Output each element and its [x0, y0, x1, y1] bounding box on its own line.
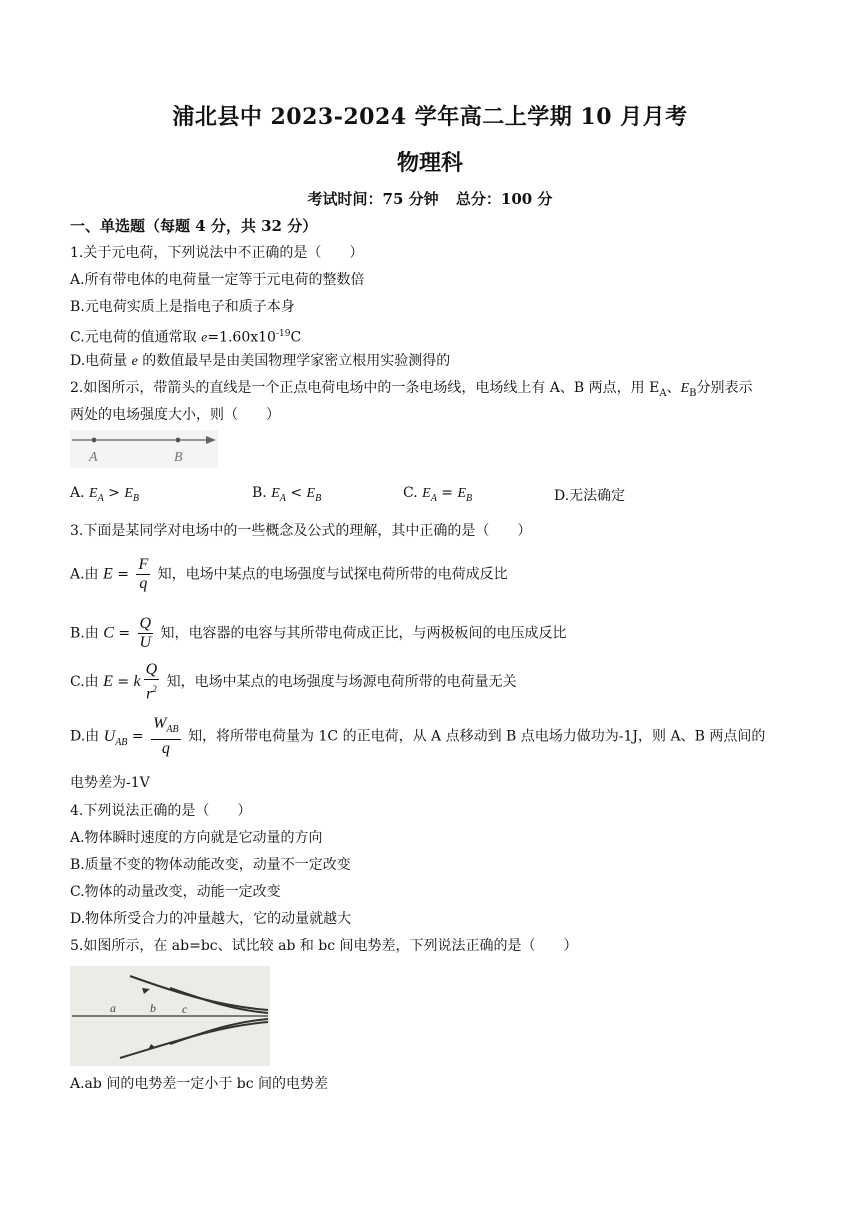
- q3-option-d-cont: 电势差为-1V: [70, 775, 150, 791]
- q1-d-var: e: [131, 354, 138, 369]
- q4-option-c: C.物体的动量改变，动能一定改变: [70, 884, 281, 900]
- exam-score: 总分：100 分: [455, 190, 553, 208]
- exam-time: 考试时间：75 分钟: [307, 190, 439, 208]
- point-a-label: A: [89, 450, 98, 465]
- q1-option-d: [70, 351, 450, 372]
- q3-stem: 3.下面是某同学对电场中的一些概念及公式的理解，其中正确的是（ ）: [70, 523, 532, 539]
- point-b-label: B: [174, 450, 183, 465]
- exam-info: [0, 188, 860, 209]
- q2-option-a: A. $E_A > E_B$: [70, 485, 139, 504]
- q4-option-b: B.质量不变的物体动能改变，动量不一定改变: [70, 857, 351, 873]
- q2-stem-line1: 2.如图所示，带箭头的直线是一个正点电荷电场中的一条电场线，电场线上有 A、B 两点，用 $E_A$、$E_B$分别表示: [70, 380, 753, 399]
- q2-option-b: B. $E_A < E_B$: [252, 485, 322, 504]
- q2-stem-text: 2.如图所示，带箭头的直线是一个正点电荷电场中的一条电场线，电场线上有 A、B 两点，用 E: [70, 380, 660, 396]
- point-b-dot: [176, 438, 181, 443]
- q3-b-text: 知，电容器的电容与其所带电荷成正比，与两极板间的电压成反比: [160, 625, 567, 642]
- point-a-label: a: [110, 1001, 116, 1015]
- formula-q-over-u: $\frac{Q}{U}$: [139, 615, 152, 651]
- q1-c-prefix: C.元电荷的值通常取: [70, 329, 202, 346]
- q1-c-var: e: [201, 330, 208, 346]
- q2-stem-line2: 两处的电场强度大小，则（ ）: [70, 407, 280, 423]
- point-a-dot: [92, 438, 97, 443]
- q2-option-c: C. $E_A = E_B$: [403, 485, 473, 504]
- q2-stem-rest: 分别表示: [696, 380, 753, 396]
- formula-w-over-q: $\frac{W_{AB}}{q}$: [153, 715, 179, 758]
- exam-subject: 物理科: [396, 150, 463, 176]
- q5-stem: 5.如图所示，在 ab=bc、试比较 ab 和 bc 间电势差，下列说法正确的是（ ）: [70, 938, 578, 954]
- q3-a-text: 知，电场中某点的电场强度与试探电荷所带的电荷成反比: [157, 566, 508, 583]
- exam-title: 浦北县中 2023-2024 学年高二上学期 10 月月考: [172, 104, 688, 130]
- q3-d-text: 知，将所带电荷量为 1C 的正电荷，从 A 点移动到 B 点电场力做功为-1J，则 A、B 两点间的: [188, 728, 766, 745]
- formula-f-over-q: $\frac{F}{q}$: [138, 556, 149, 592]
- point-b-label: b: [150, 1001, 156, 1015]
- formula-kq-over-r2: $\frac{Q}{r^2}$: [145, 661, 158, 703]
- q4-stem: 4.下列说法正确的是（ ）: [70, 803, 252, 819]
- q5-option-a: A.ab 间的电势差一定小于 bc 间的电势差: [70, 1076, 329, 1092]
- q3-option-a: A.由 E = $\frac{F}{q}$ 知，电场中某点的电场强度与试探电荷所带的电荷成反比: [70, 556, 508, 592]
- q4-option-a: A.物体瞬时速度的方向就是它动量的方向: [70, 830, 323, 846]
- q4-option-d: D.物体所受合力的冲量越大，它的动量就越大: [70, 911, 352, 927]
- q5-field-lines-figure: [70, 966, 270, 1066]
- q2-option-d: D.无法确定: [554, 488, 626, 504]
- q1-d-suffix: 的数值最早是由美国物理学家密立根用实验测得的: [137, 353, 451, 369]
- q3-option-b: B.由 C = $\frac{Q}{U}$ 知，电容器的电容与其所带电荷成正比，与两极板间的电压成反比: [70, 615, 567, 651]
- q3-option-d: D.由 $U_{AB}$ = $\frac{W_{AB}}{q}$ 知，将所带电荷量为 1C 的正电荷，从 A 点移动到 B 点电场力做功为-1J，则 A、B 两点间的: [70, 715, 766, 758]
- q1-c-value: =1.60x10: [207, 329, 276, 346]
- q1-c-exponent: -19: [275, 329, 291, 339]
- q1-option-a: A.所有带电体的电荷量一定等于元电荷的整数倍: [70, 272, 365, 288]
- q2-field-line-figure: [70, 430, 218, 468]
- q1-stem: 1.关于元电荷，下列说法中不正确的是（ ）: [70, 245, 364, 261]
- q1-c-unit: C: [290, 329, 302, 346]
- q3-c-text: 知，电场中某点的电场强度与场源电荷所带的电荷量无关: [166, 674, 517, 691]
- point-c-label: c: [182, 1002, 188, 1016]
- q1-d-prefix: D.电荷量: [70, 353, 132, 369]
- q1-option-c: [70, 324, 301, 349]
- q1-option-b: B.元电荷实质上是指电子和质子本身: [70, 299, 295, 315]
- q3-option-c: C.由 E = k $\frac{Q}{r^2}$ 知，电场中某点的电场强度与场源电荷所带的电荷量无关: [70, 661, 517, 703]
- section-heading: 一、单选题（每题 4 分，共 32 分）: [70, 217, 318, 235]
